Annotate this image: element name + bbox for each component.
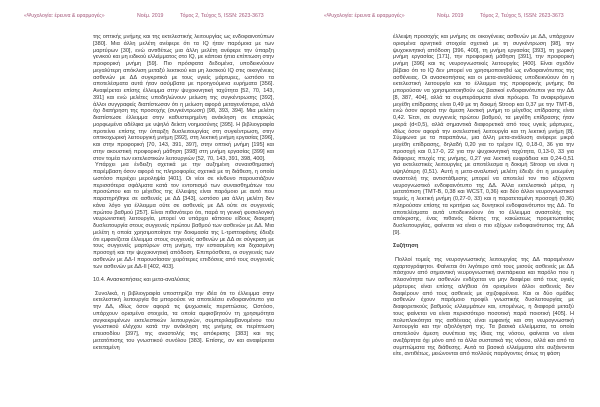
paragraph: Υπάρχει μια ένδειξη σχετικά με την αυξημένη συναισθηματική παρέμβαση όσον αφορά τις πληροφορίες σχετικά με τη διάθεση, η οποία ωστόσο περιέχει μεροληψία [401]. Οι νέοι σε κίνδυνο παρουσιάζουν περισσότερα σφάλματα κατά τον εντοπισμό των συναισθημάτων του προσώπου και το μέγεθος της έλλειψης είναι παρόμοιο με αυτό που παρατηρήθηκε σε ασθενείς με ΔΔ [343], ωστόσο μια άλλη μελέτη δεν κάνει λόγο για έλλειμμα ούτε σε ασθενείς με ΔΔ ούτε σε συγγενείς πρώτου βαθμού [257]. Είναι πιθανότερο ότι, παρά τη γενική φυσιολογική νευρωνιστική λειτουργία, μπορεί να υπάρχει κάποιου είδους διακριτή δυσλειτουργία στους συγγενείς πρώτου βαθμού των ασθενών με ΔΔ. Μια μελέτη η οποία χρησιμοποίησε την δοκιμασία της L-τριπτοφάνης έδειξε ότι εμφανίζεται έλλειμμα στους συγγενείς ασθενών με ΔΔ σε σύγκριση με τους συγγενείς μαρτύρων στη μνήμη, την εστιασμένη και διχασμένη προσοχή και την ψυχοκινητική απόδοση. Επιπρόσθετα, οι συγγενείς των ασθενών με ΔΔ-Ι παρουσίασαν χειρότερες επιδόσεις από τους συγγενείς των ασθενών με ΔΔ-ΙΙ [402, 403]. bbox=[93, 162, 274, 270]
issue-info: Τόμος 2, Τεύχος 5, ISSN: 2623-3673 bbox=[180, 13, 264, 19]
paragraph: έλλειψη προσοχής και μνήμης σε οικογένειες ασθενών με ΔΔ, υπάρχουν ορισμένα αρνητικά στοιχεία σχετικά με τη συγκέντρωση [98], την ψυχοκινητική απόδοση [396, 400], τη μνήμη εργασίας [393], τη χωρική μνήμη εργασίας [171], την προφορική μάθηση [391], την προφορική μνήμη [396] και τις νευρογνωστικές λειτουργίες [400]. Είναι σχεδόν βέβαιο ότι το IQ δεν μπορεί να χρησιμοποιηθεί ως ενδοφαινότυπος της ασθένειας. Οι ανασκοπήσεις και οι μετα-αναλύσεις υποδεικνύουν ότι η εκτελεστική λειτουργία και το έλλειμμα της προφορικής μνήμης θα μπορούσαν να χρησιμοποιηθούν ως βασικοί ενδοφαινότυποι για την ΔΔ [8, 387, 404], αλλά τα συμπεράσματα είναι πρόωρα. Τα αναφερόμενα μεγέθη επίδρασης είναι 0,49 με τη δοκιμή Stroop και 0,37 με την TMT-B, ενώ όσον αφορά την άμεση λεκτική μνήμη το μέγεθος επίδρασης είναι 0,42. Έτσι, σε συγγενείς πρώτου βαθμού, τα μεγέθη επίδρασης ήταν μικρά (d<0,5), αλλά σημαντικά διαφορετικά από τους υγιείς μάρτυρες, ιδίως όσον αφορά την εκτελεστική λειτουργία και τη λεκτική μνήμη [8]. Σύμφωνα με τα παραπάνω, μια άλλη μετα-ανάλυση ανέφερε μικρά μεγέθη επίδρασης, δηλαδή 0,20 για το τρέχον IQ, 0,18-0, 36 για την προσοχή και 0,17-0, 22 για την ψυχοκινητική ταχύτητα, 0,13-0, 33 για διάφορες πτυχές της μνήμης, 0,27 για λεκτική ευφράδεια και 0,24-0,51 για εκτελεστικές λειτουργίες με αποτέλεσμα η δοκιμή Stroop να είναι η υψηλότερη (0,51). Αυτή η μετα-αναλυτική μελέτη έδειξε ότι η μειωμένη αναστολή της αντιστάθμισης μπορεί να αποτελεί τον πιο εξέχοντα νευρογνωστικό ενδοφαινότυπο της ΔΔ. Άλλα εκτελεστικά μέτρα, η μετατόπιση (TMT-B, 0,38 και WCST, 0,36) και δύο άλλοι νευρογνωστικοί τομείς, η λεκτική μνήμη (0,27-0, 33) και η παρατεταμένη προσοχή (0,36) πληρούσαν επίσης τα κριτήρια ως δυνητικοί ενδοφαινότυποι της ΔΔ. Τα αποτελέσματα αυτά υποδεικνύουν ότι το έλλειμμα αναστολής της απόκρισης, ένας πιθανός δείκτης της κακώσεως προμετωπιαίας δυσλειτουργίας, φαίνεται να είναι ο πιο εξέχων ενδοφαινότυπος της ΔΔ [9]. bbox=[393, 34, 574, 236]
issue-info: Τόμος 2, Τεύχος 5, ISSN: 2623-3673 bbox=[480, 13, 564, 19]
paragraph: Συνολικά, η βιβλιογραφία υποστηρίζει την ιδέα ότι το έλλειμμα στην εκτελεστική λειτουργία θα μπορούσε να αποτελέσει ενδοφαινότυπο για την ΔΔ, ιδίως όσον αφορά τις ψυχωσικές περιπτώσεις. Ωστόσο, υπάρχουν ορισμένα στοιχεία, τα οποία αμφισβητούν τη χρησιμότητα συγκεκριμένων εκτελεστικών λειτουργιών, συμπεριλαμβανομένου του γνωστικού ελέγχου κατά την ανάκληση της μνήμης σε περίπτωση επεισοδίου [397], της αναστολής της απόκρισης [383] και της μετατόπισης του γνωστικού συνόλου [383]. Επίσης, αν και αναφέρεται εκτεταμένη bbox=[93, 290, 274, 351]
paragraph: της οπτικής μνήμης και της εκτελεστικής λειτουργίας ως ενδοφαινοτύπων [380]. Μια άλλη μελέτη ανέφερε ότι τα IQ ήταν παρόμοια με των μαρτύρων [30], ενώ αντιθέτως μια άλλη μελέτη ανέφερε την ύπαρξη γενικού και μη ειδικού ελλείμματος στο IQ, με κάποια ήπια επίπτωση στην προφορική μνήμη [59]. Πιο πρόσφατα δεδομένα, υποδεικνύουν μεγαλύτερη απόκλιση μεταξύ λεκτικού και μη λεκτικού IQ στις οικογένειες ασθενών με ΔΔ συγκριτικά με τους υγιείς μάρτυρες, ωστόσο τα αποτελέσματα αυτά ήταν ασύμβατα με προηγούμενα ευρήματα [356]. Αναφέρεται επίσης έλλειμμα στην ψυχοκινητική ταχύτητα [52, 70, 143, 391] και ενώ μελέτες υποδηλώνουν μείωση της συγκέντρωσης [392], άλλοι συγγραφείς διαπίστωσαν ότι η μείωση αφορά μεταγενέστερα, αλλά όχι διατήρηση της προσοχής (συγκέντρωση) [98, 393, 394]. Μια μελέτη διαπίστωσε έλλειμμα στην καθυστερημένη ανάκληση σε επαρκώς μορφωμένα αδέλφια με υψηλό δείκτη νοημοσύνης [395]. Η βιβλιογραφία προτείνει επίσης την ύπαρξη δυσλειτουργίας στη συγκέντρωση, στην οπτικοχωρική λειτουργική μνήμη [392], στη λεκτική μνήμη εργασίας [396], και στην προφορική [70, 143, 391, 397], στην οπτική μνήμη [195] και στην ακουστική προφορική μάθηση [398] στη μνήμη εργασίας [399] και στον τομέα των εκτελεστικών λειτουργιών [52, 70, 143, 391, 398, 400]. bbox=[93, 34, 274, 162]
page-body bbox=[393, 34, 574, 358]
journal-title: «Ψυχολογία: έρευνα & εφαρμογές» bbox=[324, 13, 405, 19]
section-heading: Συζήτηση bbox=[393, 243, 419, 250]
paragraph: Πολλοί τομείς της νευρογνωστικής λειτουργίας της ΔΔ παραμένουν αχαρτογράφητοι. Φαίνεται ότι λιγότερο από τους μισούς ασθενείς με ΔΔ πάσχουν από σημαντική νευρογνωστική ανεπάρκεια και παρόλο που η πλειονότητα των ασθενών ενδέχεται να μην διαφέρει από τους υγιείς μάρτυρες είναι επίσης αλήθεια ότι ορισμένοι άλλοι ασθενείς δεν διαφέρουν από τους ασθενείς με σχιζοφρένεια. Και οι δύο ομάδες ασθενών έχουν παρόμοιο προφίλ γνωστικής δυσλειτουργίας με διαφορετικούς βαθμούς ελλειμμάτων και, επομένως, η διαφορά μεταξύ τους φαίνεται να είναι περισσότερο ποσοτική παρά ποιοτική [405]. Η πολυπλοκότητα της ασθένειας είναι εμφανής και στη νευρογνωστική λειτουργία και την αξιολόγησή της. Τα βασικά ελλείμματα, τα οποία αποτελούν άμεση συνέπεια της ίδιας της νόσου, φαίνεται να είναι ανεξάρτητα όχι μόνο από τα άλλα συστατικά της νόσου, αλλά και από τα συμπτώματα της διάθεσης. Αυτά τα βασικά ελλείμματα είτε αυξάνονται είτε, αντιθέτως, μειώνονται από πολλούς παράγοντες όπως τη φάση bbox=[393, 256, 574, 358]
page-body bbox=[93, 34, 274, 351]
issue-date: Νοέμ. 2019 bbox=[437, 13, 464, 19]
issue-date: Νοέμ. 2019 bbox=[137, 13, 164, 19]
right-page bbox=[300, 0, 600, 407]
section-heading: 10.4. Ανασκοπήσεις και μετα-αναλύσεις bbox=[93, 277, 190, 283]
journal-title: «Ψυχολογία: έρευνα & εφαρμογές» bbox=[24, 13, 105, 19]
